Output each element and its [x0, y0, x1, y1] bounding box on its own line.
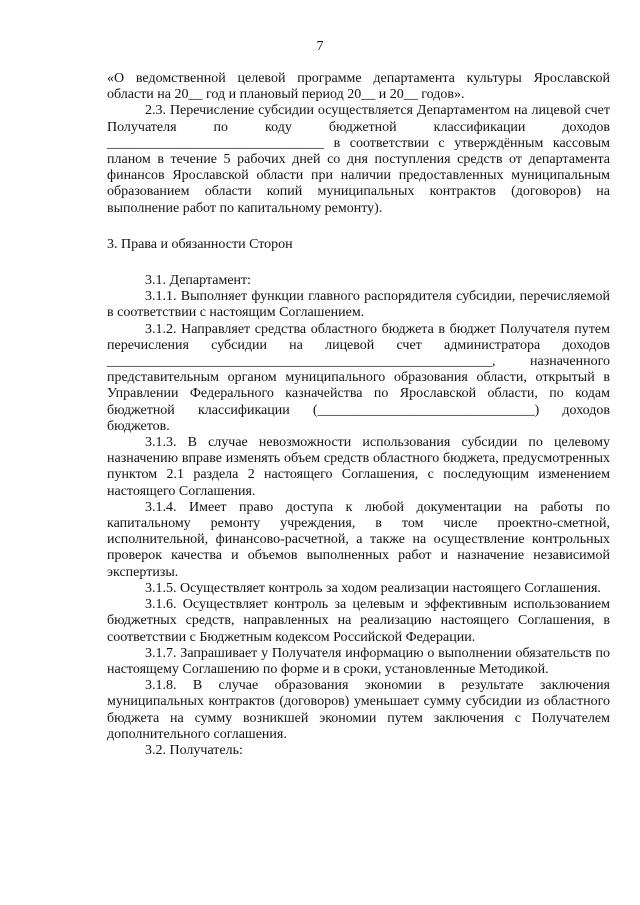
paragraph-3-1-3: 3.1.3. В случае невозможности использования субсидии по целевому назначению вправе изменять объем средств областного бюджета, предусмотренных пунктом 2.1 раздела 2 настоящего Соглашения, с последующим изменением настоящего Соглашения. — [107, 435, 610, 499]
paragraph-3-1: 3.1. Департамент: — [145, 273, 252, 289]
paragraph-3-1-4: 3.1.4. Имеет право доступа к любой документации на работы по капитальному ремонту учреждения, в том числе проектно-сметной, исполнительной, финансово-расчетной, а также на осуществление контрольных проверок качества и объемов выполненных работ и назначение независимой экспертизы. — [107, 499, 610, 580]
document-body — [107, 71, 610, 759]
paragraph-3-2: 3.2. Получатель: — [145, 742, 243, 758]
paragraph-3-1-1: 3.1.1. Выполняет функции главного распорядителя субсидии, перечисляемой в соответствии с настоящим Соглашением. — [107, 289, 610, 321]
paragraph-3-1-7: 3.1.7. Запрашивает у Получателя информацию о выполнении обязательств по настоящему Соглашению по форме и в сроки, установленные Методикой. — [107, 645, 610, 677]
section-heading-3: 3. Права и обязанности Сторон — [107, 236, 293, 252]
paragraph-3-1-5: 3.1.5. Осуществляет контроль за ходом реализации настоящего Соглашения. — [145, 580, 601, 596]
paragraph-3-1-6: 3.1.6. Осуществляет контроль за целевым и эффективным использованием бюджетных средств, направленных на реализацию настоящего Соглашения, в соответствии с Бюджетным кодексом Российской Федерации. — [107, 597, 610, 645]
paragraph-3-1-2: 3.1.2. Направляет средства областного бюджета в бюджет Получателя путем перечисления субсидии на лицевой счет администратора доходов _______________________________________________________, назначенного представительным органом муниципального образования области, открытый в Управлении Федерального казначейства по Ярославской области, по кодам бюджетной классификации (_______________________________) доходов бюджетов. — [107, 321, 610, 434]
paragraph-3-1-8: 3.1.8. В случае образования экономии в результате заключения муниципальных контрактов (договоров) уменьшает сумму субсидии из областного бюджета на сумму возникшей экономии путем заключения с Получателем дополнительного соглашения. — [107, 678, 610, 742]
paragraph-intro-continuation: «О ведомственной целевой программе департамента культуры Ярославской области на 20__ год и плановый период 20__ и 20__ годов». — [107, 71, 610, 103]
page-number: 7 — [316, 39, 324, 54]
paragraph-2-3: 2.3. Перечисление субсидии осуществляется Департаментом на лицевой счет Получателя по коду бюджетной классификации доходов _______________________________ в соответствии с утверждённым кассовым планом в течение 5 рабочих дней со дня поступления средств от департамента финансов Ярославской области при наличии предоставленных муниципальным образованием области копий муниципальных контрактов (договоров) на выполнение работ по капитальному ремонту). — [107, 103, 610, 216]
